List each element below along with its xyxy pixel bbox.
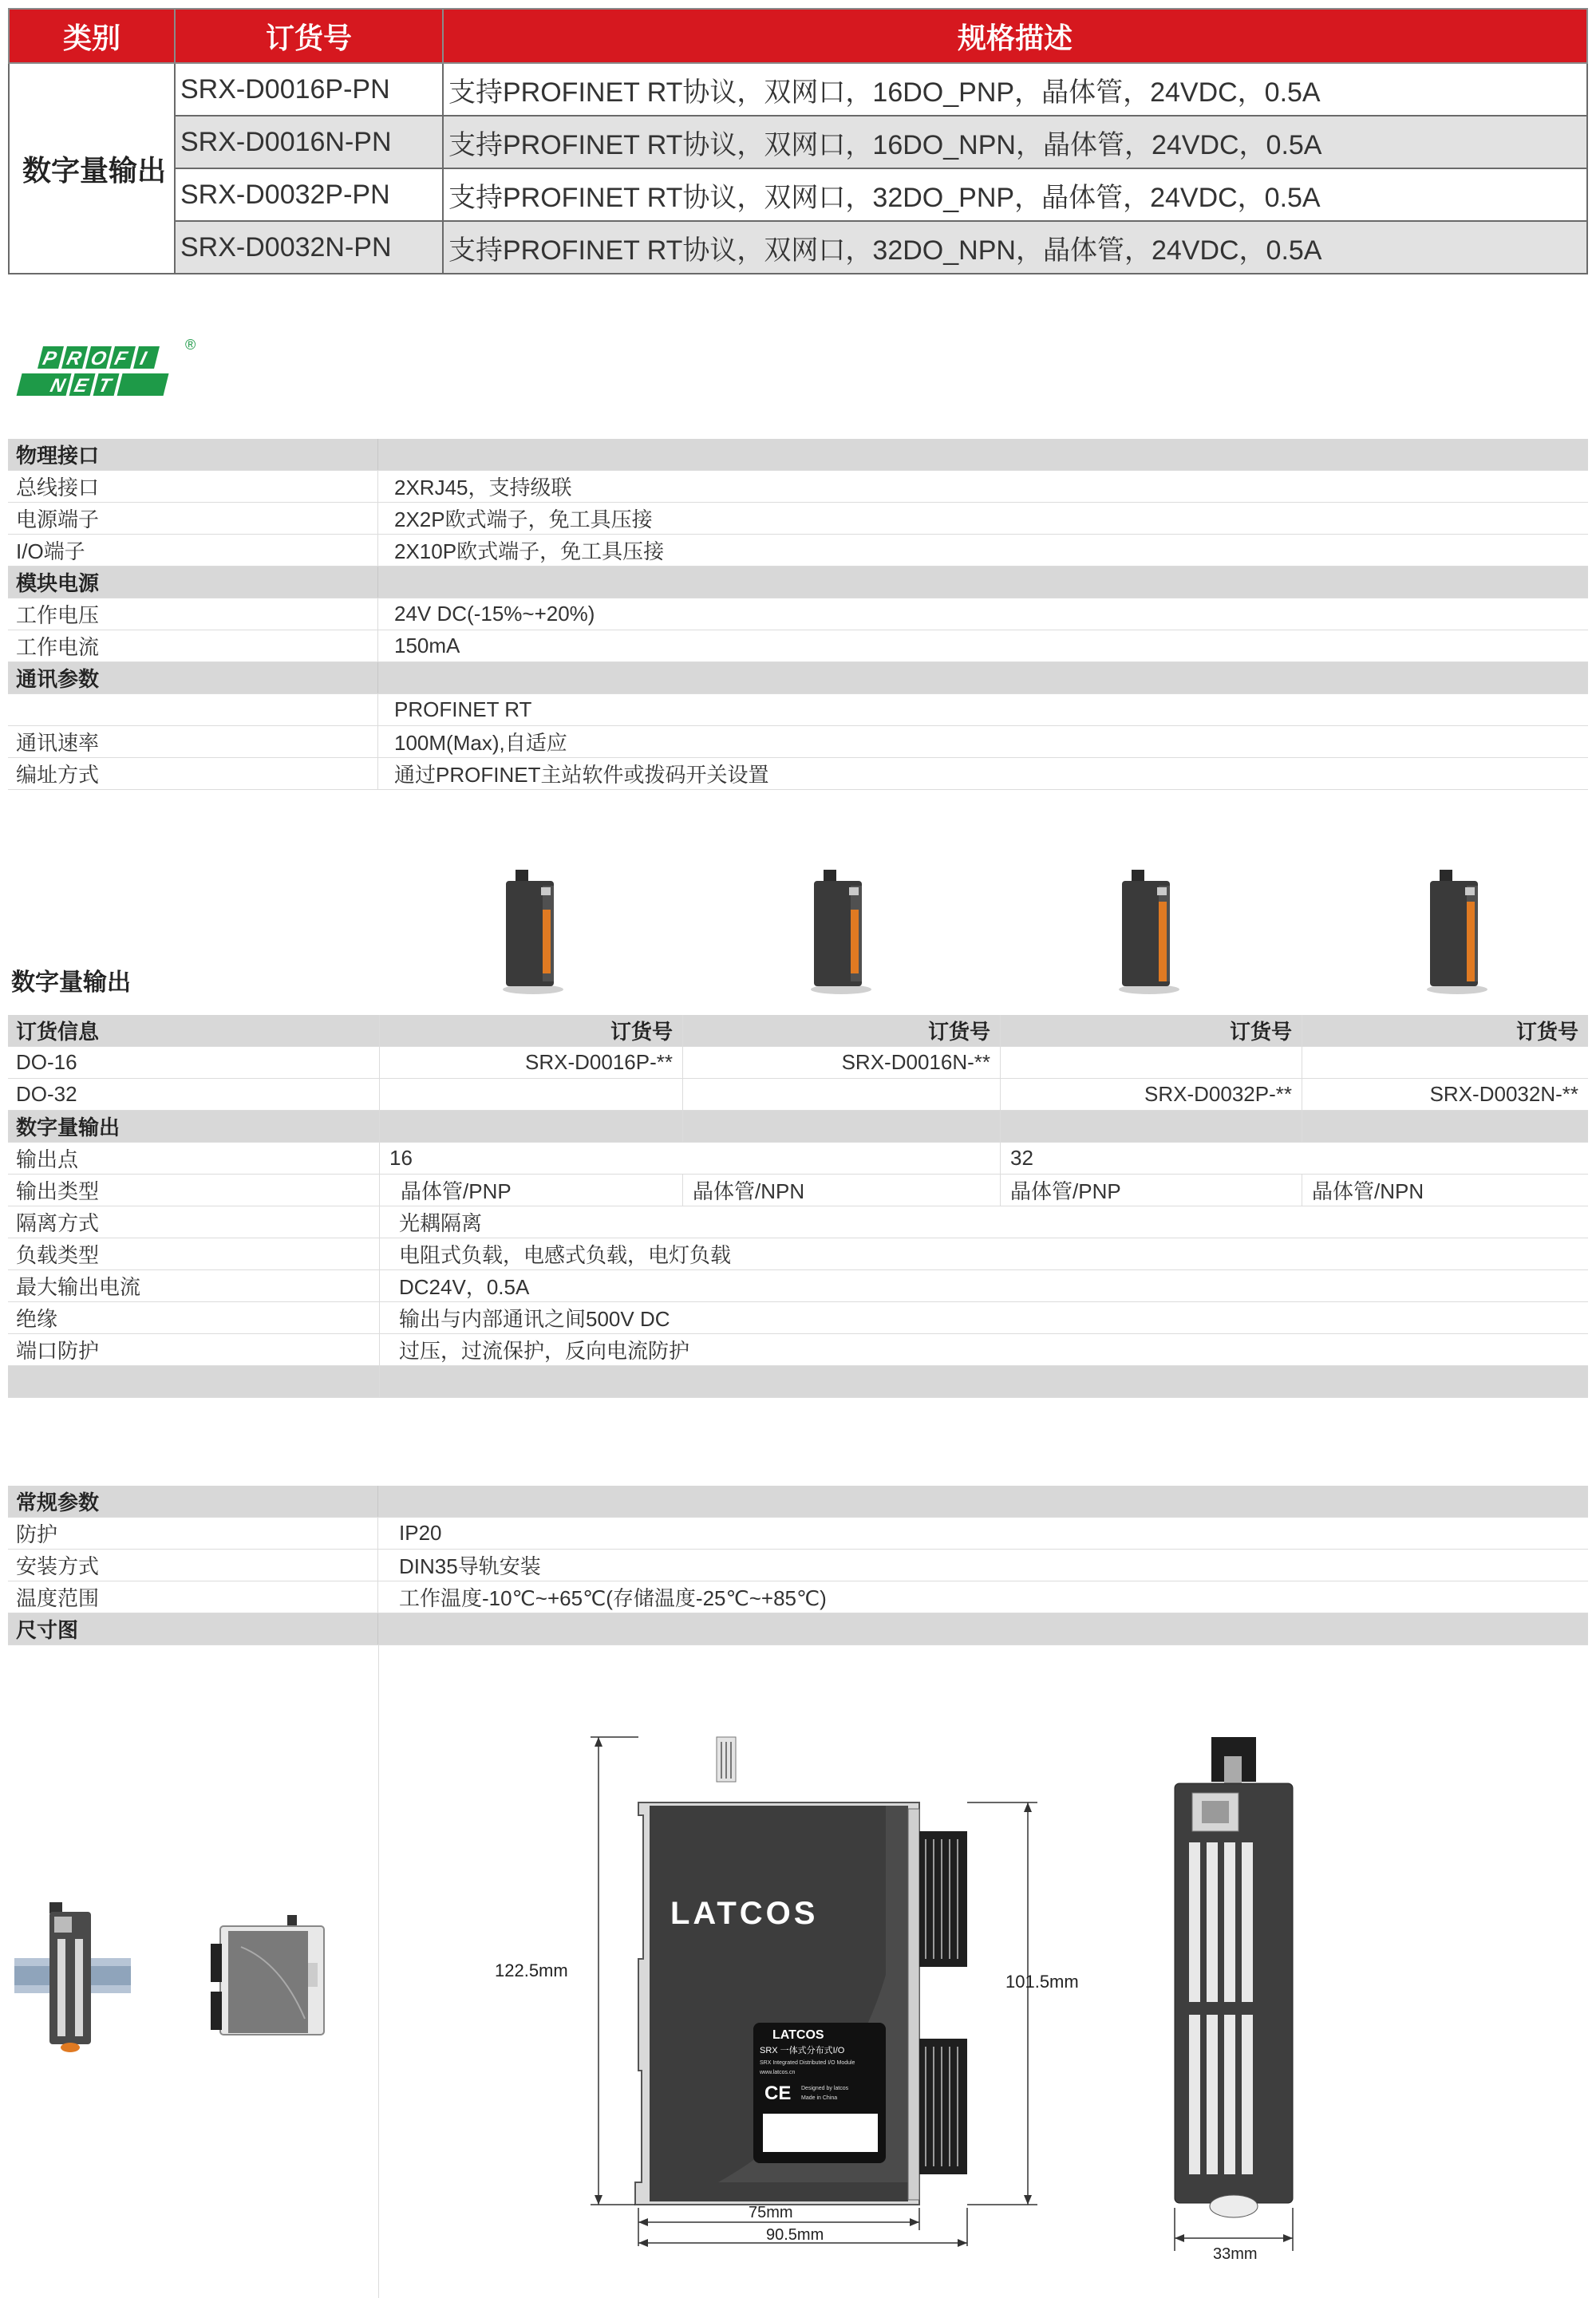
table-row — [9, 168, 1587, 221]
header-order-no: 订货号 — [175, 9, 443, 63]
product-image — [1111, 862, 1183, 997]
order-table-header — [9, 9, 1587, 63]
label-line2: SRX Integrated Distributed I/O Module — [760, 2060, 855, 2066]
table-row: 输出点 16 32 — [8, 1143, 1588, 1175]
table-row: 编址方式 通过PROFINET主站软件或拨码开关设置 — [8, 758, 1588, 790]
table-row: 总线接口 2XRJ45，支持级联 — [8, 471, 1588, 503]
table-row: 电源端子 2X2P欧式端子，免工具压接 — [8, 503, 1588, 535]
svg-text:N: N — [48, 375, 68, 397]
table-row: 防护 IP20 — [8, 1518, 1588, 1550]
svg-text:F: F — [112, 348, 130, 369]
dimension-drawing — [479, 1735, 1357, 2262]
header-spec: 规格描述 — [443, 9, 1587, 63]
divider — [378, 1645, 379, 2298]
header-category: 类别 — [9, 9, 175, 63]
svg-text:R: R — [64, 348, 84, 369]
blank-footer-row — [8, 1366, 1588, 1398]
table-row: PROFINET RT — [8, 694, 1588, 726]
svg-text:T: T — [96, 375, 113, 397]
svg-text:P: P — [40, 348, 59, 369]
profinet-logo — [14, 334, 198, 413]
category-cell: 数字量输出 — [9, 63, 175, 274]
product-image — [1419, 862, 1491, 997]
table-row — [9, 116, 1587, 168]
svg-text:I: I — [137, 348, 149, 369]
spec-desc: 支持PROFINET RT协议，双网口，32DO_NPN，晶体管，24VDC，0.5A — [443, 221, 1587, 274]
section-header: 常规参数 — [8, 1486, 1588, 1518]
spec-desc: 支持PROFINET RT协议，双网口，16DO_NPN，晶体管，24VDC，0.5A — [443, 116, 1587, 168]
section-header: 尺寸图 — [8, 1613, 1588, 1645]
section-header: 通讯参数 — [8, 662, 1588, 694]
table-row — [9, 221, 1587, 274]
width-body-label: 75mm — [749, 2204, 793, 2221]
table-row: 工作电流 150mA — [8, 630, 1588, 662]
section-header: 数字量输出 — [8, 1111, 1588, 1143]
order-code: SRX-D0016P-PN — [175, 63, 443, 116]
output-spec-table — [8, 1015, 1588, 1398]
section-header: 模块电源 — [8, 567, 1588, 598]
label-line1: SRX 一体式分布式I/O — [760, 2046, 845, 2055]
table-row: DO-32 SRX-D0032P-** SRX-D0032N-** — [8, 1079, 1588, 1111]
section-header: 物理接口 — [8, 439, 1588, 471]
label-brand: LATCOS — [772, 2028, 824, 2042]
table-row: 输出类型 晶体管/PNP 晶体管/NPN 晶体管/PNP 晶体管/NPN — [8, 1175, 1588, 1206]
side-view-illustration — [209, 1915, 329, 2043]
label-made: Made in China — [801, 2095, 838, 2101]
table-row: 工作电压 24V DC(-15%~+20%) — [8, 598, 1588, 630]
table-row: 通讯速率 100M(Max),自适应 — [8, 726, 1588, 758]
side-width-label: 33mm — [1213, 2245, 1258, 2262]
width-total-label: 90.5mm — [766, 2226, 824, 2244]
product-image — [495, 862, 567, 997]
table-row: 最大输出电流 DC24V，0.5A — [8, 1270, 1588, 1302]
registered-mark: ® — [185, 337, 196, 353]
label-line3: www.latcos.cn — [760, 2070, 796, 2075]
digital-output-title: 数字量输出 — [11, 969, 131, 996]
order-code: SRX-D0032N-PN — [175, 221, 443, 274]
height-total-label: 122.5mm — [495, 1960, 568, 1980]
table-row: 端口防护 过压，过流保护，反向电流防护 — [8, 1334, 1588, 1366]
table-row: 安装方式 DIN35导轨安装 — [8, 1550, 1588, 1581]
table-row: 隔离方式 光耦隔离 — [8, 1206, 1588, 1238]
svg-text:E: E — [72, 375, 90, 397]
height-body-label: 101.5mm — [1005, 1972, 1079, 1992]
table-row: I/O端子 2X10P欧式端子，免工具压接 — [8, 535, 1588, 567]
physical-spec-table — [8, 439, 1588, 790]
spec-desc: 支持PROFINET RT协议，双网口，16DO_PNP，晶体管，24VDC，0.5A — [443, 63, 1587, 116]
din-rail-mount-illustration — [11, 1902, 131, 2054]
table-row: 绝缘 输出与内部通讯之间500V DC — [8, 1302, 1588, 1334]
table-row: 温度范围 工作温度-10℃~+65℃(存储温度-25℃~+85℃) — [8, 1581, 1588, 1613]
table-row: 负载类型 电阻式负载，电感式负载，电灯负载 — [8, 1238, 1588, 1270]
svg-text:O: O — [88, 348, 109, 369]
order-table — [8, 8, 1588, 274]
table-row: DO-16 SRX-D0016P-** SRX-D0016N-** — [8, 1047, 1588, 1079]
general-spec-table — [8, 1486, 1588, 1645]
order-code: SRX-D0016N-PN — [175, 116, 443, 168]
table-row — [9, 63, 1587, 116]
spec-desc: 支持PROFINET RT协议，双网口，32DO_PNP，晶体管，24VDC，0.5A — [443, 168, 1587, 221]
order-code: SRX-D0032P-PN — [175, 168, 443, 221]
ce-mark: CE — [764, 2083, 792, 2104]
table-header: 订货信息 订货号 订货号 订货号 订货号 — [8, 1015, 1588, 1047]
brand-logo: LATCOS — [670, 1896, 819, 1931]
label-design: Designed by latcos — [801, 2086, 849, 2091]
product-image — [803, 862, 875, 997]
